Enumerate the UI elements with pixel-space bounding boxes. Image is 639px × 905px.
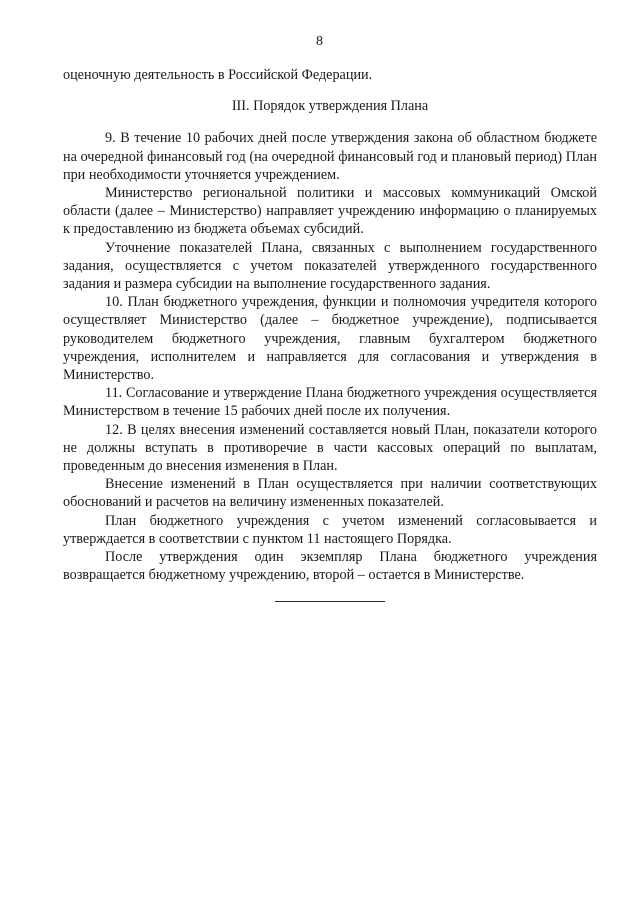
end-of-document-line: [275, 601, 385, 602]
paragraph-12: 12. В целях внесения изменений составляется новый План, показатели которого не должны вступать в противоречие в части кассовых операций по выплатам, проведенным до внесения изменения в План.: [63, 421, 597, 475]
document-body: [63, 66, 597, 584]
page-number: 8: [316, 34, 323, 49]
paragraph-copies: После утверждения один экземпляр Плана бюджетного учреждения возвращается бюджетному учреждению, второй – остается в Министерстве.: [63, 549, 597, 584]
continuation-line: оценочную деятельность в Российской Федерации.: [63, 67, 373, 83]
paragraph-ministry-info: Министерство региональной политики и массовых коммуникаций Омской области (далее – Министерство) направляет учреждению информацию о планируемых к предоставлению из бюджета объемах субсидий.: [63, 185, 597, 238]
paragraph-9: 9. В течение 10 рабочих дней после утверждения закона об областном бюджете на очередной финансовый год (на очередной финансовый год и плановый период) План при необходимости уточняется учреждением.: [63, 130, 597, 183]
paragraph-10: 10. План бюджетного учреждения, функции и полномочия учредителя которого осуществляет Министерство (далее – бюджетное учреждение), подписывается руководителем бюджетного учреждения, главным бухгалтером бюджетного учреждения, исполнителем и направляется для согласования и утверждения в Министерство.: [63, 294, 597, 384]
paragraph-11: 11. Согласование и утверждение Плана бюджетного учреждения осуществляется Министерством в течение 15 рабочих дней после их получения.: [63, 385, 597, 420]
paragraph-changes: Внесение изменений в План осуществляется при наличии соответствующих обоснований и расчетов на величину измененных показателей.: [63, 476, 597, 511]
section-heading: III. Порядок утверждения Плана: [231, 98, 429, 115]
paragraph-plan-adjustment: Уточнение показателей Плана, связанных с выполнением государственного задания, осуществляется с учетом показателей утвержденного государственного задания и размера субсидии на выполнение государственного задания.: [63, 239, 597, 293]
paragraph-approval: План бюджетного учреждения с учетом изменений согласовывается и утверждается в соответствии с пунктом 11 настоящего Порядка.: [63, 512, 597, 547]
